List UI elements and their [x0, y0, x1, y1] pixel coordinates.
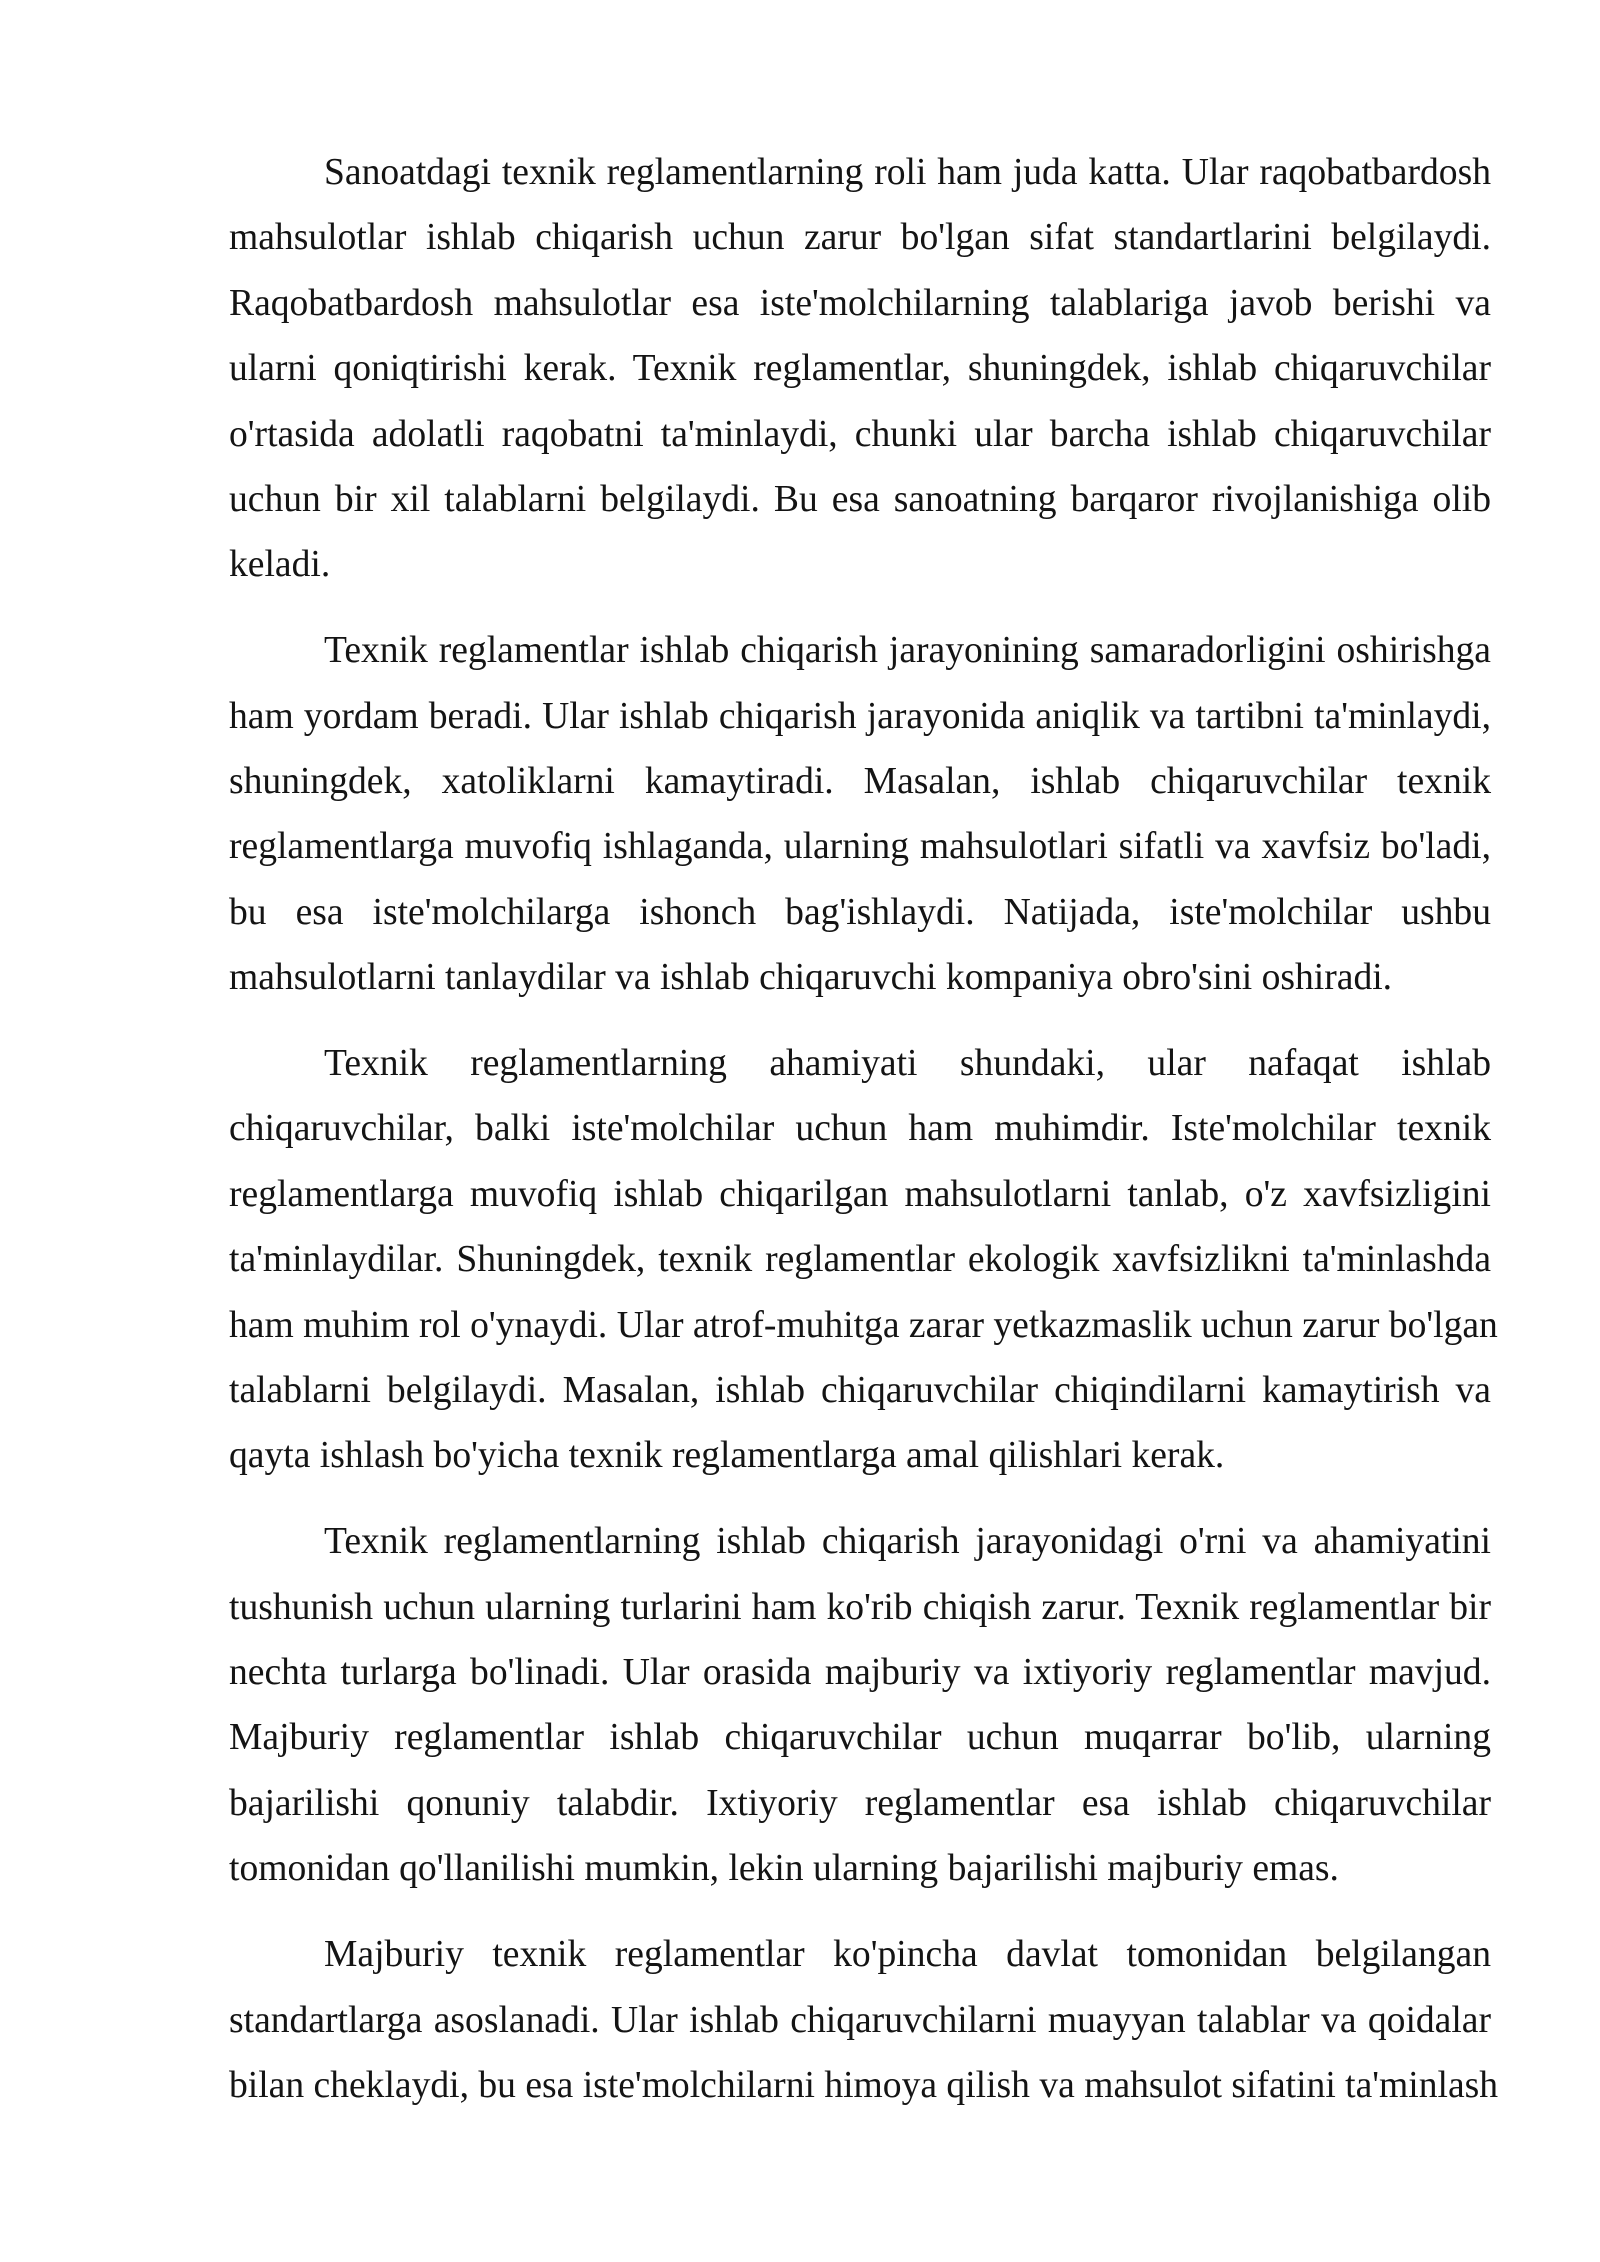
text-line: Texnik reglamentlar ishlab chiqarish jarayonining samaradorligini oshirishga [324, 630, 1491, 672]
paragraph [229, 618, 1491, 1010]
text-line: reglamentlarga muvofiq ishlab chiqarilgan mahsulotlarni tanlab, o'z xavfsizligini [229, 1173, 1491, 1215]
text-line: bu esa iste'molchilarga ishonch bag'ishlaydi. Natijada, iste'molchilar ushbu [229, 891, 1491, 933]
text-line: nechta turlarga bo'linadi. Ular orasida majburiy va ixtiyoriy reglamentlar mavjud. [229, 1652, 1491, 1694]
paragraph [229, 1509, 1491, 1901]
text-line: standartlarga asoslanadi. Ular ishlab chiqaruvchilarni muayyan talablar va qoidalar [229, 1999, 1491, 2041]
text-line: ham yordam beradi. Ular ishlab chiqarish jarayonida aniqlik va tartibni ta'minlaydi, [229, 695, 1491, 737]
text-line: Texnik reglamentlarning ahamiyati shundaki, ular nafaqat ishlab [324, 1043, 1491, 1085]
text-line: o'rtasida adolatli raqobatni ta'minlaydi, chunki ular barcha ishlab chiqaruvchilar [229, 413, 1491, 455]
text-line: chiqaruvchilar, balki iste'molchilar uchun ham muhimdir. Iste'molchilar texnik [229, 1108, 1491, 1150]
text-line: mahsulotlar ishlab chiqarish uchun zarur bo'lgan sifat standartlarini belgilaydi. [229, 217, 1491, 259]
paragraph [229, 1031, 1498, 1489]
text-line: Majburiy texnik reglamentlar ko'pincha davlat tomonidan belgilangan [324, 1934, 1491, 1976]
text-line: Sanoatdagi texnik reglamentlarning roli ham juda katta. Ular raqobatbardosh [324, 152, 1491, 193]
text-line: bajarilishi qonuniy talabdir. Ixtiyoriy reglamentlar esa ishlab chiqaruvchilar [229, 1782, 1491, 1824]
text-line: tomonidan qo'llanilishi mumkin, lekin ularning bajarilishi majburiy emas. [229, 1848, 1339, 1890]
paragraph [229, 140, 1491, 598]
text-line: Raqobatbardosh mahsulotlar esa iste'molchilarning talablariga javob berishi va [229, 282, 1491, 324]
text-line: bilan cheklaydi, bu esa iste'molchilarni himoya qilish va mahsulot sifatini ta'minlash [229, 2064, 1499, 2106]
text-line: Majburiy reglamentlar ishlab chiqaruvchilar uchun muqarrar bo'lib, ularning [229, 1717, 1491, 1759]
text-line: tushunish uchun ularning turlarini ham ko'rib chiqish zarur. Texnik reglamentlar bir [229, 1586, 1491, 1628]
text-line: keladi. [229, 544, 331, 586]
text-line: mahsulotlarni tanlaydilar va ishlab chiqaruvchi kompaniya obro'sini oshiradi. [229, 957, 1393, 999]
text-line: shuningdek, xatoliklarni kamaytiradi. Masalan, ishlab chiqaruvchilar texnik [229, 761, 1491, 803]
document-body [229, 140, 1499, 2118]
paragraph [229, 1922, 1499, 2118]
text-line: talablarni belgilaydi. Masalan, ishlab chiqaruvchilar chiqindilarni kamaytirish va [229, 1370, 1491, 1412]
text-line: ta'minlaydilar. Shuningdek, texnik reglamentlar ekologik xavfsizlikni ta'minlashda [229, 1239, 1491, 1281]
text-line: ham muhim rol o'ynaydi. Ular atrof-muhitga zarar yetkazmaslik uchun zarur bo'lgan [229, 1304, 1498, 1346]
text-line: qayta ishlash bo'yicha texnik reglamentlarga amal qilishlari kerak. [229, 1435, 1225, 1477]
text-line: uchun bir xil talablarni belgilaydi. Bu esa sanoatning barqaror rivojlanishiga olib [229, 478, 1491, 520]
text-line: reglamentlarga muvofiq ishlaganda, ularning mahsulotlari sifatli va xavfsiz bo'ladi, [229, 826, 1491, 868]
text-line: Texnik reglamentlarning ishlab chiqarish jarayonidagi o'rni va ahamiyatini [324, 1521, 1491, 1563]
text-line: ularni qoniqtirishi kerak. Texnik reglamentlar, shuningdek, ishlab chiqaruvchilar [229, 348, 1491, 390]
